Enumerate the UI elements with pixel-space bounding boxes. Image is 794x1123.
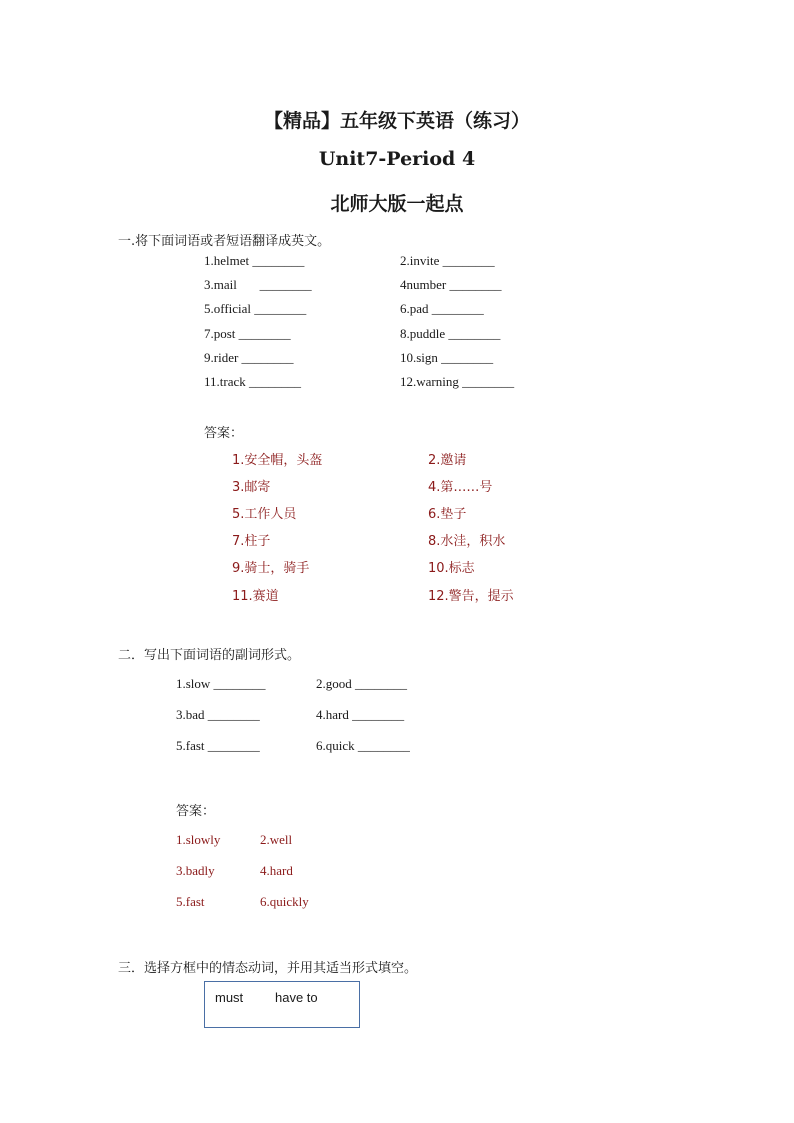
section1-answer: 8.水洼，积水 bbox=[428, 534, 506, 549]
section1-answer: 9.骑士，骑手 bbox=[232, 561, 310, 576]
section2-question: 2.good ________ bbox=[316, 676, 407, 691]
section2-question: 3.bad ________ bbox=[176, 707, 260, 722]
section1-question: 10.sign ________ bbox=[400, 350, 494, 365]
section2-answer: 5.fast bbox=[176, 894, 205, 909]
section1-instruction: 一.将下面词语或者短语翻译成英文。 bbox=[118, 234, 331, 249]
section2-answer: 2.well bbox=[260, 832, 293, 847]
section1-answer: 12.警告，提示 bbox=[428, 589, 514, 604]
section1-question: 3.mail ________ bbox=[204, 277, 312, 292]
box-word: have to bbox=[275, 990, 318, 1005]
section1-answer-label: 答案： bbox=[204, 426, 244, 441]
section2-answer: 6.quickly bbox=[260, 894, 309, 909]
section1-answer: 11.赛道 bbox=[232, 589, 279, 604]
section1-answer: 3.邮寄 bbox=[232, 480, 271, 495]
page-title: 【精品】五年级下英语（练习） bbox=[263, 110, 530, 132]
section2-answer: 4.hard bbox=[260, 863, 293, 878]
section1-question: 8.puddle ________ bbox=[400, 326, 501, 341]
section2-question: 5.fast ________ bbox=[176, 738, 260, 753]
section3-instruction: 三．选择方框中的情态动词，并用其适当形式填空。 bbox=[118, 961, 418, 976]
section2-question: 6.quick ________ bbox=[316, 738, 410, 753]
section1-question: 11.track ________ bbox=[204, 374, 301, 389]
section1-question: 9.rider ________ bbox=[204, 350, 294, 365]
section1-question: 5.official ________ bbox=[204, 301, 307, 316]
section1-question: 1.helmet ________ bbox=[204, 253, 305, 268]
word-box bbox=[204, 981, 360, 1028]
page-subtitle: Unit7-Period 4 bbox=[318, 148, 476, 170]
section2-question: 1.slow ________ bbox=[176, 676, 266, 691]
section1-answer: 2.邀请 bbox=[428, 453, 467, 468]
section1-answer: 7.柱子 bbox=[232, 534, 271, 549]
section1-answer: 1.安全帽，头盔 bbox=[232, 453, 323, 468]
section1-question: 4number ________ bbox=[400, 277, 502, 292]
section1-answer: 10.标志 bbox=[428, 561, 475, 576]
publisher-title: 北师大版一起点 bbox=[330, 193, 464, 215]
section2-answer: 1.slowly bbox=[176, 832, 221, 847]
section1-question: 12.warning ________ bbox=[400, 374, 515, 389]
section1-question: 2.invite ________ bbox=[400, 253, 495, 268]
section1-answer: 5.工作人员 bbox=[232, 507, 297, 522]
section2-question: 4.hard ________ bbox=[316, 707, 405, 722]
section1-question: 7.post ________ bbox=[204, 326, 291, 341]
section1-answer: 6.垫子 bbox=[428, 507, 467, 522]
section2-answer: 3.badly bbox=[176, 863, 215, 878]
section1-answer: 4.第……号 bbox=[428, 480, 493, 495]
section1-question: 6.pad ________ bbox=[400, 301, 484, 316]
section2-instruction: 二．写出下面词语的副词形式。 bbox=[118, 648, 301, 663]
box-word: must bbox=[215, 990, 244, 1005]
section2-answer-label: 答案： bbox=[176, 804, 216, 819]
